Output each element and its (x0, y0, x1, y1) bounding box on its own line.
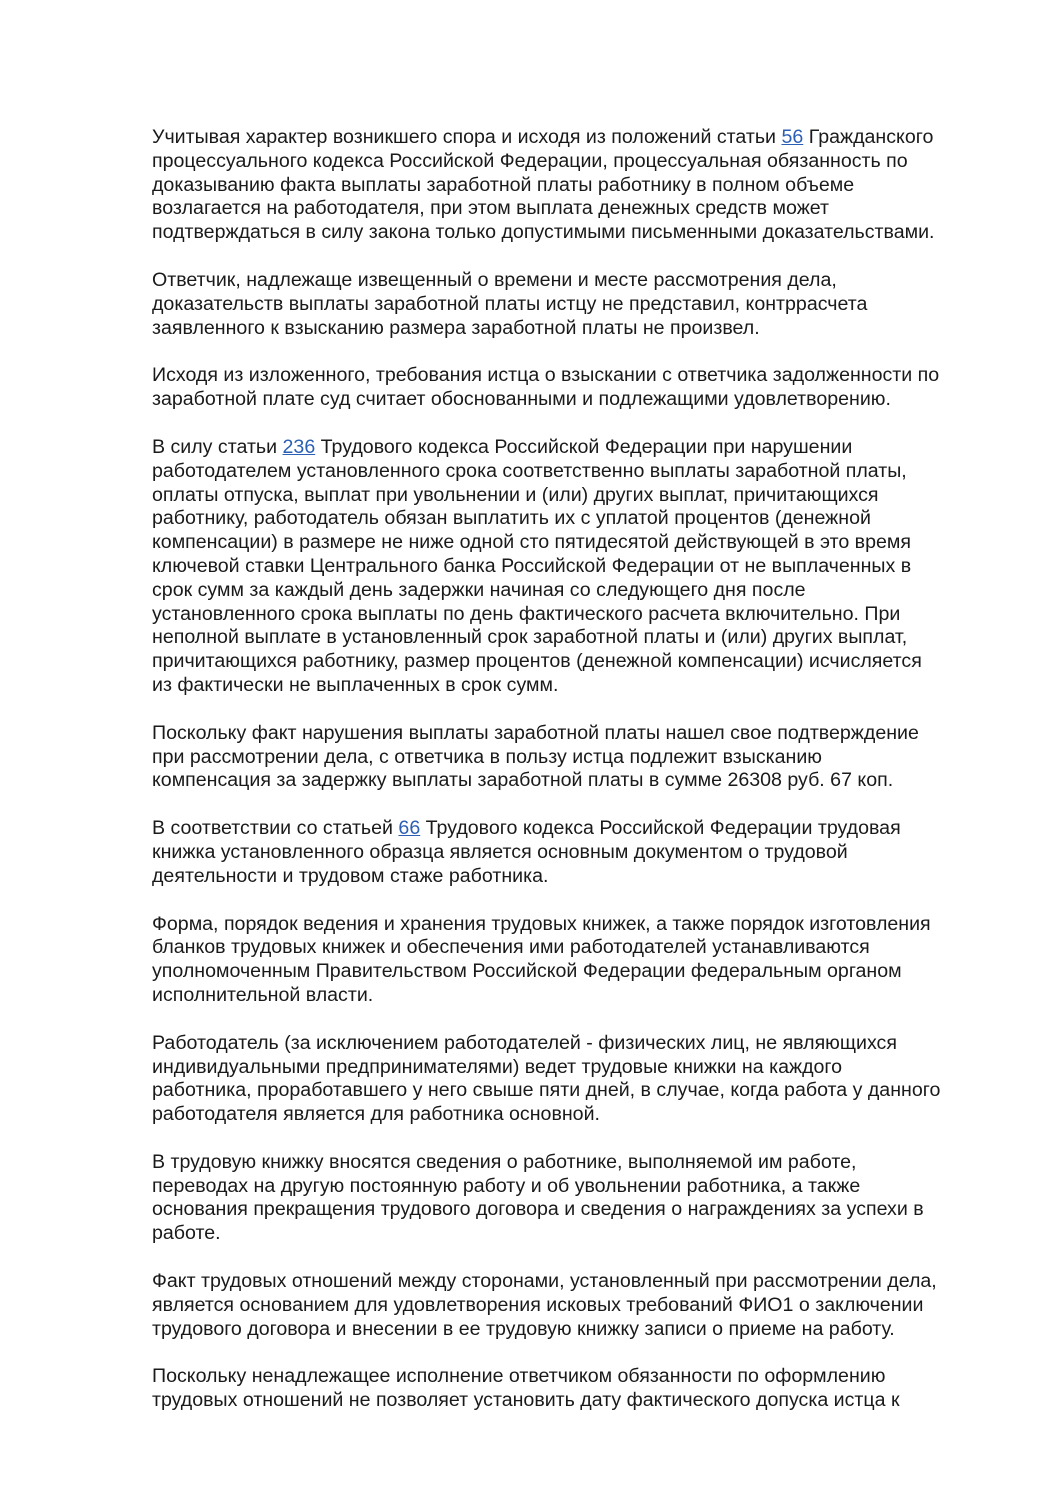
paragraph-improper-execution: Поскольку ненадлежащее исполнение ответчиком обязанности по оформлению трудовых отношений не позволяет установить дату фактического допуска истца к (152, 1365, 900, 1412)
paragraph-text: Учитывая характер возникшего спора и исходя из положений статьи (152, 126, 782, 148)
article-66-link[interactable]: 66 (398, 817, 421, 840)
paragraph-text: В соответствии со статьей (152, 817, 399, 840)
paragraph-text: В силу статьи (152, 435, 283, 458)
paragraph-book-entries: В трудовую книжку вносятся сведения о работнике, выполняемой им работе, переводах на другую постоянную работу и об увольнении работника, а также основания прекращения трудового договора и сведения о награждениях за успехи в работе. (152, 1150, 924, 1245)
paragraph-conclusion: Исходя из изложенного, требования истца о взыскании с ответчика задолженности по заработной плате суд считает обоснованными и подлежащими удовлетворению. (152, 364, 940, 411)
paragraph-text: Трудового кодекса Российской Федерации при нарушении работодателем установленного срока соответственно выплаты заработной платы, оплаты отпуска, выплат при увольнении и (или) других выплат, причитающихся работнику, работодатель обязан выплатить их с уплатой процентов (денежной компенсации) в размере не ниже одной сто пятидесятой действующей в это время ключевой ставки Центрального банка Российской Федерации от не выплаченных в срок сумм за каждый день задержки начиная со следующего дня после установленного срока выплаты по день фактического расчета включительно. При неполной выплате в установленный срок заработной платы и (или) других выплат, причитающихся работнику, размер процентов (денежной компенсации) исчисляется из фактически не выплаченных в срок сумм. (152, 435, 922, 696)
paragraph-labor-relations: Факт трудовых отношений между сторонами, установленный при рассмотрении дела, является основанием для удовлетворения исковых требований ФИО1 о заключении трудового договора и внесении в ее трудовую книжку записи о приеме на работу. (152, 1270, 937, 1340)
article-236-link[interactable]: 236 (282, 435, 316, 458)
paragraph-article-66 (152, 817, 984, 888)
paragraph-article-56 (152, 126, 984, 245)
paragraph-form-order: Форма, порядок ведения и хранения трудовых книжек, а также порядок изготовления бланков трудовых книжек и обеспечения ими работодателей устанавливаются уполномоченным Правительством Российской Федерации федеральным органом исполнительной власти. (152, 912, 931, 1006)
article-56-link[interactable]: 56 (781, 126, 804, 148)
paragraph-article-236 (152, 436, 984, 698)
paragraph-text: Трудового кодекса Российской Федерации трудовая книжка установленного образца является основным документом о трудовой деятельности и трудовом стаже работника. (152, 817, 901, 887)
paragraph-text: Гражданского процессуального кодекса Российской Федерации, процессуальная обязанность по доказыванию факта выплаты заработной платы работнику в полном объеме возлагается на работодателя, при этом выплата денежных средств может подтверждаться в силу закона только допустимыми письменными доказательствами. (152, 126, 935, 244)
paragraph-defendant-notice: Ответчик, надлежаще извещенный о времени и месте рассмотрения дела, доказательств выплаты заработной платы истцу не представил, контррасчета заявленного к взысканию размера заработной платы не произвел. (152, 268, 868, 339)
paragraph-compensation: Поскольку факт нарушения выплаты заработной платы нашел свое подтверждение при рассмотрении дела, с ответчика в пользу истца подлежит взысканию компенсация за задержку выплаты заработной платы в сумме 26308 руб. 67 коп. (152, 721, 919, 792)
paragraph-employer-books: Работодатель (за исключением работодателей - физических лиц, не являющихся индивидуальными предпринимателями) ведет трудовые книжки на каждого работника, проработавшего у него свыше пяти дней, в случае, когда работа у данного работодателя является для работника основной. (152, 1031, 941, 1126)
document-page (152, 126, 984, 1437)
